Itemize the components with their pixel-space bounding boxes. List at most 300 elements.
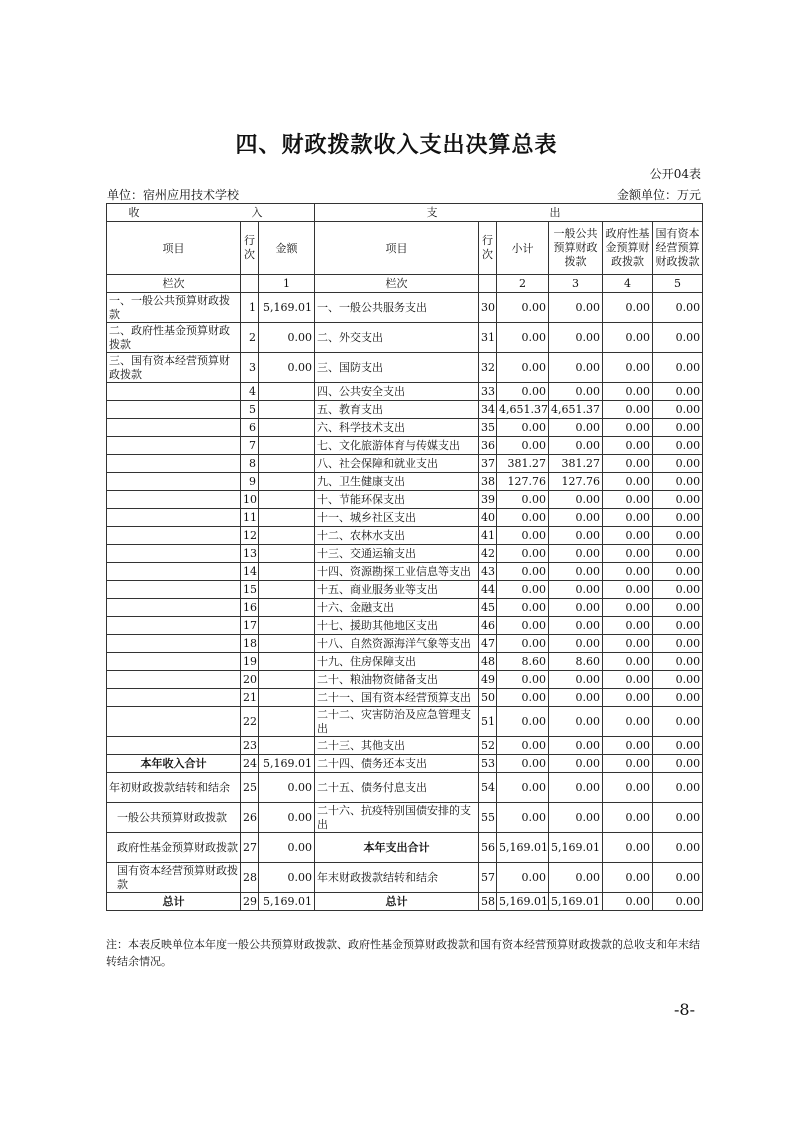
subtotal-cell: 5,169.01 [497, 833, 549, 863]
general-budget-cell: 0.00 [549, 563, 603, 581]
general-budget-cell: 5,169.01 [549, 893, 603, 911]
income-line-cell: 12 [241, 527, 259, 545]
state-capital-cell: 0.00 [653, 581, 703, 599]
expense-item-cell: 十六、金融支出 [315, 599, 479, 617]
income-amount-cell: 0.00 [259, 773, 315, 803]
fund-budget-cell: 0.00 [603, 383, 653, 401]
table-row [107, 323, 703, 353]
table-row [107, 599, 703, 617]
income-item-cell [107, 545, 241, 563]
income-item-cell [107, 401, 241, 419]
income-amount-cell [259, 509, 315, 527]
fund-budget-cell: 0.00 [603, 473, 653, 491]
subtotal-cell: 0.00 [497, 545, 549, 563]
subtotal-cell: 0.00 [497, 863, 549, 893]
income-line-cell: 19 [241, 653, 259, 671]
income-amount-cell [259, 707, 315, 737]
general-budget-cell: 0.00 [549, 689, 603, 707]
expense-item-cell: 九、卫生健康支出 [315, 473, 479, 491]
fund-budget-cell: 0.00 [603, 491, 653, 509]
income-item-cell [107, 455, 241, 473]
income-amount-cell: 5,169.01 [259, 293, 315, 323]
subtotal-cell: 0.00 [497, 737, 549, 755]
state-capital-cell: 0.00 [653, 563, 703, 581]
state-capital-cell: 0.00 [653, 419, 703, 437]
income-amount-cell: 0.00 [259, 803, 315, 833]
income-amount-header: 金额 [259, 222, 315, 275]
income-line-cell: 9 [241, 473, 259, 491]
income-line-cell: 10 [241, 491, 259, 509]
income-item-cell [107, 737, 241, 755]
expense-item-cell: 二十二、灾害防治及应急管理支出 [315, 707, 479, 737]
income-line-cell: 22 [241, 707, 259, 737]
fund-budget-cell: 0.00 [603, 353, 653, 383]
expense-line-cell: 55 [479, 803, 497, 833]
subtotal-cell: 127.76 [497, 473, 549, 491]
subtotal-cell: 0.00 [497, 707, 549, 737]
income-amount-cell [259, 419, 315, 437]
income-item-cell [107, 527, 241, 545]
table-row [107, 419, 703, 437]
subtotal-cell: 4,651.37 [497, 401, 549, 419]
fund-budget-cell: 0.00 [603, 755, 653, 773]
subtotal-cell: 0.00 [497, 773, 549, 803]
state-capital-cell: 0.00 [653, 353, 703, 383]
fund-budget-cell: 0.00 [603, 689, 653, 707]
income-line-cell: 29 [241, 893, 259, 911]
subtotal-cell: 0.00 [497, 509, 549, 527]
table-row [107, 437, 703, 455]
table-row [107, 653, 703, 671]
fund-budget-cell: 0.00 [603, 509, 653, 527]
general-budget-cell: 0.00 [549, 419, 603, 437]
expense-line-cell: 38 [479, 473, 497, 491]
income-item-cell [107, 689, 241, 707]
table-row [107, 527, 703, 545]
page-title: 四、财政拨款收入支出决算总表 [235, 132, 558, 158]
expense-item-cell: 二、外交支出 [315, 323, 479, 353]
income-line-cell: 3 [241, 353, 259, 383]
subtotal-cell: 0.00 [497, 353, 549, 383]
income-amount-cell: 5,169.01 [259, 755, 315, 773]
table-row [107, 893, 703, 911]
income-amount-cell [259, 563, 315, 581]
general-budget-cell: 0.00 [549, 491, 603, 509]
fund-budget-cell: 0.00 [603, 323, 653, 353]
expense-line-cell: 33 [479, 383, 497, 401]
fund-budget-cell: 0.00 [603, 671, 653, 689]
expense-item-cell: 年末财政拨款结转和结余 [315, 863, 479, 893]
fund-budget-cell: 0.00 [603, 737, 653, 755]
table-row [107, 491, 703, 509]
income-line-cell: 21 [241, 689, 259, 707]
expense-line-cell: 47 [479, 635, 497, 653]
subtotal-cell: 0.00 [497, 293, 549, 323]
income-amount-cell [259, 617, 315, 635]
subtotal-cell: 381.27 [497, 455, 549, 473]
column-index-4: 4 [603, 275, 653, 293]
subtotal-cell: 0.00 [497, 491, 549, 509]
expense-line-cell: 36 [479, 437, 497, 455]
state-capital-cell: 0.00 [653, 671, 703, 689]
income-line-cell: 7 [241, 437, 259, 455]
income-amount-cell [259, 383, 315, 401]
finance-table [106, 203, 703, 911]
fund-budget-cell: 0.00 [603, 863, 653, 893]
general-budget-cell: 0.00 [549, 773, 603, 803]
general-budget-cell: 0.00 [549, 581, 603, 599]
subtotal-cell: 0.00 [497, 563, 549, 581]
table-row [107, 689, 703, 707]
state-capital-cell: 0.00 [653, 323, 703, 353]
expense-line-cell: 44 [479, 581, 497, 599]
general-budget-cell: 0.00 [549, 293, 603, 323]
income-item-cell [107, 599, 241, 617]
state-capital-cell: 0.00 [653, 545, 703, 563]
expense-item-cell: 六、科学技术支出 [315, 419, 479, 437]
income-line-cell: 28 [241, 863, 259, 893]
footnote: 注：本表反映单位本年度一般公共预算财政拨款、政府性基金预算财政拨款和国有资本经营预算财政拨款的总收支和年末结转结余情况。 [106, 938, 700, 968]
state-capital-cell: 0.00 [653, 833, 703, 863]
table-row [107, 617, 703, 635]
expense-item-cell: 十九、住房保障支出 [315, 653, 479, 671]
expense-item-cell: 八、社会保障和就业支出 [315, 455, 479, 473]
money-unit-label: 金额单位：万元 [616, 188, 701, 202]
state-capital-cell: 0.00 [653, 401, 703, 419]
general-budget-cell: 0.00 [549, 863, 603, 893]
expense-item-cell: 五、教育支出 [315, 401, 479, 419]
income-line-cell: 5 [241, 401, 259, 419]
expense-item-cell: 十二、农林水支出 [315, 527, 479, 545]
expense-line-cell: 49 [479, 671, 497, 689]
table-row [107, 581, 703, 599]
income-amount-cell [259, 545, 315, 563]
income-item-cell: 年初财政拨款结转和结余 [107, 773, 241, 803]
table-row [107, 563, 703, 581]
general-budget-cell: 0.00 [549, 353, 603, 383]
income-item-cell: 二、政府性基金预算财政拨款 [107, 323, 241, 353]
income-item-cell [107, 653, 241, 671]
subtotal-cell: 0.00 [497, 689, 549, 707]
subtotal-cell: 0.00 [497, 419, 549, 437]
state-capital-cell: 0.00 [653, 707, 703, 737]
table-body [107, 293, 703, 911]
income-amount-cell [259, 599, 315, 617]
expense-line-cell: 40 [479, 509, 497, 527]
fund-budget-cell: 0.00 [603, 803, 653, 833]
general-budget-cell: 0.00 [549, 509, 603, 527]
income-amount-cell [259, 635, 315, 653]
state-capital-cell: 0.00 [653, 863, 703, 893]
income-item-cell: 三、国有资本经营预算财政拨款 [107, 353, 241, 383]
fund-budget-cell: 0.00 [603, 599, 653, 617]
income-item-cell [107, 617, 241, 635]
expense-item-cell: 二十六、抗疫特别国债安排的支出 [315, 803, 479, 833]
income-line-cell: 20 [241, 671, 259, 689]
state-capital-cell: 0.00 [653, 737, 703, 755]
expense-line-cell: 32 [479, 353, 497, 383]
income-amount-cell [259, 653, 315, 671]
income-item-cell: 政府性基金预算财政拨款 [107, 833, 241, 863]
expense-line-cell: 52 [479, 737, 497, 755]
expense-line-cell: 41 [479, 527, 497, 545]
general-budget-cell: 0.00 [549, 803, 603, 833]
general-budget-cell: 381.27 [549, 455, 603, 473]
general-budget-cell: 0.00 [549, 707, 603, 737]
state-capital-cell: 0.00 [653, 527, 703, 545]
fund-budget-cell: 0.00 [603, 653, 653, 671]
expense-line-cell: 48 [479, 653, 497, 671]
column-index-2: 2 [497, 275, 549, 293]
subtotal-cell: 0.00 [497, 323, 549, 353]
general-budget-header: 一般公共预算财政拨款 [549, 222, 603, 275]
income-line-cell: 16 [241, 599, 259, 617]
subtotal-cell: 0.00 [497, 383, 549, 401]
income-line-cell: 27 [241, 833, 259, 863]
expense-line-cell: 31 [479, 323, 497, 353]
state-capital-header: 国有资本经营预算财政拨款 [653, 222, 703, 275]
table-row [107, 803, 703, 833]
table-row [107, 755, 703, 773]
income-item-cell: 总计 [107, 893, 241, 911]
income-item-cell [107, 419, 241, 437]
expense-line-cell: 53 [479, 755, 497, 773]
income-item-cell [107, 437, 241, 455]
income-line-cell: 15 [241, 581, 259, 599]
income-amount-cell: 0.00 [259, 863, 315, 893]
expense-line-cell: 56 [479, 833, 497, 863]
fund-budget-cell: 0.00 [603, 455, 653, 473]
income-item-cell [107, 491, 241, 509]
state-capital-cell: 0.00 [653, 755, 703, 773]
expense-item-header: 项目 [315, 222, 479, 275]
expense-item-cell: 十八、自然资源海洋气象等支出 [315, 635, 479, 653]
subtotal-header: 小计 [497, 222, 549, 275]
income-line-cell: 1 [241, 293, 259, 323]
general-budget-cell: 8.60 [549, 653, 603, 671]
state-capital-cell: 0.00 [653, 803, 703, 833]
income-amount-cell [259, 737, 315, 755]
fund-budget-header: 政府性基金预算财政拨款 [603, 222, 653, 275]
general-budget-cell: 0.00 [549, 617, 603, 635]
income-amount-cell: 0.00 [259, 833, 315, 863]
column-index-blank [241, 275, 259, 293]
expense-line-cell: 45 [479, 599, 497, 617]
general-budget-cell: 0.00 [549, 437, 603, 455]
subtotal-cell: 0.00 [497, 635, 549, 653]
income-amount-cell [259, 671, 315, 689]
general-budget-cell: 0.00 [549, 383, 603, 401]
expense-line-cell: 43 [479, 563, 497, 581]
table-row [107, 863, 703, 893]
subtotal-cell: 0.00 [497, 671, 549, 689]
expense-line-cell: 50 [479, 689, 497, 707]
income-line-cell: 6 [241, 419, 259, 437]
expense-line-cell: 54 [479, 773, 497, 803]
expense-item-cell: 二十、粮油物资储备支出 [315, 671, 479, 689]
general-budget-cell: 0.00 [549, 755, 603, 773]
income-line-cell: 25 [241, 773, 259, 803]
general-budget-cell: 5,169.01 [549, 833, 603, 863]
table-row [107, 671, 703, 689]
table-row [107, 473, 703, 491]
income-amount-cell [259, 581, 315, 599]
fund-budget-cell: 0.00 [603, 773, 653, 803]
expense-line-cell: 34 [479, 401, 497, 419]
state-capital-cell: 0.00 [653, 491, 703, 509]
page-number: -8- [674, 1000, 695, 1019]
table-row [107, 833, 703, 863]
expense-line-cell: 42 [479, 545, 497, 563]
table-row [107, 773, 703, 803]
state-capital-cell: 0.00 [653, 509, 703, 527]
income-item-cell [107, 473, 241, 491]
expense-line-cell: 58 [479, 893, 497, 911]
table-row [107, 293, 703, 323]
state-capital-cell: 0.00 [653, 293, 703, 323]
table-row [107, 509, 703, 527]
expense-line-cell: 39 [479, 491, 497, 509]
income-amount-cell [259, 437, 315, 455]
income-amount-cell [259, 473, 315, 491]
column-index-label: 栏次 [107, 275, 241, 293]
subtotal-cell: 0.00 [497, 437, 549, 455]
fund-budget-cell: 0.00 [603, 581, 653, 599]
income-line-cell: 23 [241, 737, 259, 755]
income-line-cell: 14 [241, 563, 259, 581]
income-line-header: 行次 [241, 222, 259, 275]
column-index-5: 5 [653, 275, 703, 293]
expense-line-cell: 57 [479, 863, 497, 893]
income-line-cell: 13 [241, 545, 259, 563]
income-line-cell: 2 [241, 323, 259, 353]
column-index-label-2: 栏次 [315, 275, 479, 293]
fund-budget-cell: 0.00 [603, 893, 653, 911]
fund-budget-cell: 0.00 [603, 707, 653, 737]
income-line-cell: 8 [241, 455, 259, 473]
income-amount-cell: 5,169.01 [259, 893, 315, 911]
table-row [107, 455, 703, 473]
general-budget-cell: 127.76 [549, 473, 603, 491]
income-line-cell: 11 [241, 509, 259, 527]
fund-budget-cell: 0.00 [603, 635, 653, 653]
subtotal-cell: 0.00 [497, 599, 549, 617]
income-amount-cell [259, 401, 315, 419]
expense-item-cell: 十一、城乡社区支出 [315, 509, 479, 527]
income-item-cell [107, 563, 241, 581]
state-capital-cell: 0.00 [653, 773, 703, 803]
fund-budget-cell: 0.00 [603, 563, 653, 581]
fund-budget-cell: 0.00 [603, 401, 653, 419]
expense-item-cell: 一、一般公共服务支出 [315, 293, 479, 323]
table-row [107, 737, 703, 755]
table-code: 公开04表 [649, 167, 701, 181]
income-amount-cell [259, 527, 315, 545]
column-index-3: 3 [549, 275, 603, 293]
income-item-cell: 国有资本经营预算财政拨款 [107, 863, 241, 893]
general-budget-cell: 0.00 [549, 599, 603, 617]
state-capital-cell: 0.00 [653, 455, 703, 473]
table-row [107, 545, 703, 563]
income-item-cell: 一般公共预算财政拨款 [107, 803, 241, 833]
expense-item-cell: 二十五、债务付息支出 [315, 773, 479, 803]
expense-line-cell: 46 [479, 617, 497, 635]
state-capital-cell: 0.00 [653, 383, 703, 401]
income-amount-cell: 0.00 [259, 323, 315, 353]
income-item-cell [107, 509, 241, 527]
state-capital-cell: 0.00 [653, 635, 703, 653]
subtotal-cell: 0.00 [497, 617, 549, 635]
expense-line-cell: 37 [479, 455, 497, 473]
income-amount-cell [259, 491, 315, 509]
subtotal-cell: 0.00 [497, 755, 549, 773]
income-line-cell: 17 [241, 617, 259, 635]
state-capital-cell: 0.00 [653, 653, 703, 671]
subtotal-cell: 8.60 [497, 653, 549, 671]
income-item-cell [107, 635, 241, 653]
income-header: 收 入 [107, 204, 315, 222]
income-item-cell [107, 707, 241, 737]
expense-item-cell: 十五、商业服务业等支出 [315, 581, 479, 599]
column-index-blank-2 [479, 275, 497, 293]
income-item-cell [107, 383, 241, 401]
expense-item-cell: 二十一、国有资本经营预算支出 [315, 689, 479, 707]
general-budget-cell: 0.00 [549, 323, 603, 353]
subtotal-cell: 5,169.01 [497, 893, 549, 911]
income-line-cell: 26 [241, 803, 259, 833]
expense-item-cell: 十七、援助其他地区支出 [315, 617, 479, 635]
state-capital-cell: 0.00 [653, 473, 703, 491]
fund-budget-cell: 0.00 [603, 617, 653, 635]
expense-line-cell: 30 [479, 293, 497, 323]
expense-line-cell: 35 [479, 419, 497, 437]
table-row [107, 401, 703, 419]
unit-label: 单位：宿州应用技术学校 [107, 188, 240, 202]
general-budget-cell: 4,651.37 [549, 401, 603, 419]
fund-budget-cell: 0.00 [603, 833, 653, 863]
fund-budget-cell: 0.00 [603, 437, 653, 455]
state-capital-cell: 0.00 [653, 437, 703, 455]
table-row [107, 353, 703, 383]
income-amount-cell [259, 455, 315, 473]
general-budget-cell: 0.00 [549, 635, 603, 653]
income-item-cell [107, 671, 241, 689]
expense-item-cell: 七、文化旅游体育与传媒支出 [315, 437, 479, 455]
state-capital-cell: 0.00 [653, 689, 703, 707]
income-item-cell: 本年收入合计 [107, 755, 241, 773]
expense-item-cell: 十四、资源勘探工业信息等支出 [315, 563, 479, 581]
table-row [107, 707, 703, 737]
income-item-header: 项目 [107, 222, 241, 275]
expense-item-cell: 本年支出合计 [315, 833, 479, 863]
subtotal-cell: 0.00 [497, 581, 549, 599]
general-budget-cell: 0.00 [549, 527, 603, 545]
expense-line-cell: 51 [479, 707, 497, 737]
state-capital-cell: 0.00 [653, 599, 703, 617]
expense-line-header: 行次 [479, 222, 497, 275]
general-budget-cell: 0.00 [549, 671, 603, 689]
income-item-cell [107, 581, 241, 599]
subtotal-cell: 0.00 [497, 527, 549, 545]
table-row [107, 383, 703, 401]
subtotal-cell: 0.00 [497, 803, 549, 833]
expense-item-cell: 三、国防支出 [315, 353, 479, 383]
expense-header: 支 出 [315, 204, 703, 222]
income-amount-cell [259, 689, 315, 707]
general-budget-cell: 0.00 [549, 737, 603, 755]
income-line-cell: 4 [241, 383, 259, 401]
fund-budget-cell: 0.00 [603, 293, 653, 323]
